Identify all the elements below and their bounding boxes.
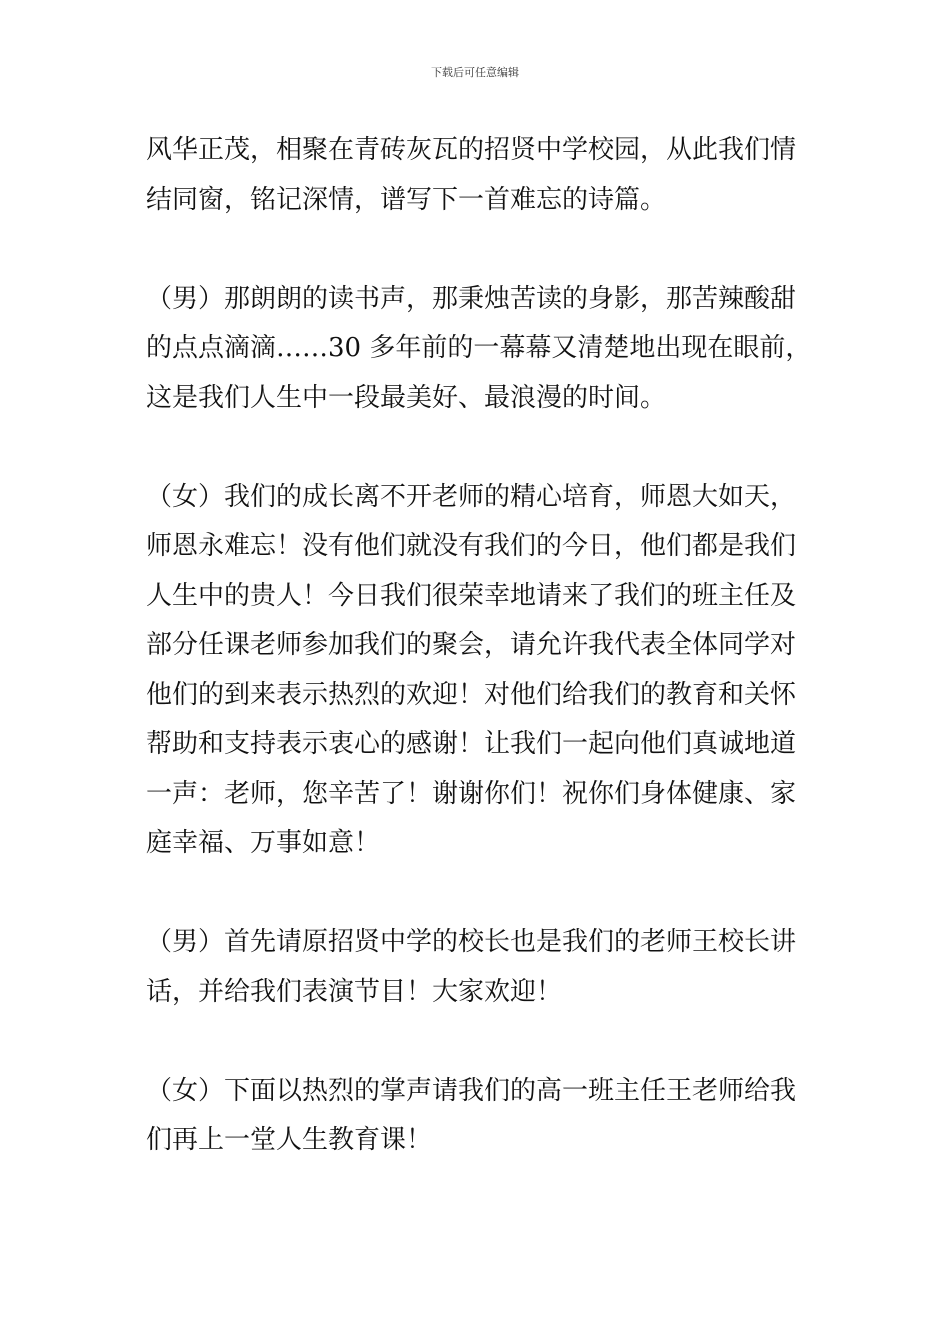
text-line: 话，并给我们表演节目！大家欢迎！	[146, 976, 563, 1007]
text-line: 庭幸福、万事如意！	[146, 828, 381, 858]
text-line: （男）那朗朗的读书声，那秉烛苦读的身影，那苦辣酸甜	[146, 283, 797, 314]
text-line: 部分任课老师参加我们的聚会，请允许我代表全体同学对	[146, 630, 797, 660]
text-line: （男）首先请原招贤中学的校长也是我们的老师王校长讲	[146, 927, 797, 957]
text-line: 师恩永难忘！没有他们就没有我们的今日，他们都是我们	[146, 531, 797, 561]
text-line: 们再上一堂人生教育课！	[146, 1125, 433, 1155]
document-body	[146, 126, 826, 1166]
paragraph-gap	[146, 225, 826, 275]
text-line: 一声：老师，您辛苦了！谢谢你们！祝你们身体健康、家	[146, 778, 797, 809]
paragraph-opening	[146, 126, 826, 225]
text-line: 他们的到来表示热烈的欢迎！对他们给我们的教育和关怀	[146, 679, 797, 710]
paragraph-gap	[146, 869, 826, 919]
paragraph-male-1	[146, 275, 826, 424]
text-line: 结同窗，铭记深情，谱写下一首难忘的诗篇。	[146, 184, 667, 215]
text-line: （女）下面以热烈的掌声请我们的高一班主任王老师给我	[146, 1075, 797, 1106]
text-line: 风华正茂，相聚在青砖灰瓦的招贤中学校园，从此我们情	[146, 135, 797, 165]
paragraph-female-1	[146, 473, 826, 869]
text-line: 人生中的贵人！今日我们很荣幸地请来了我们的班主任及	[146, 580, 797, 611]
text-line: （女）我们的成长离不开老师的精心培育，师恩大如天，	[146, 481, 797, 512]
paragraph-female-2	[146, 1067, 826, 1166]
text-line: 帮助和支持表示衷心的感谢！让我们一起向他们真诚地道	[146, 729, 797, 759]
text-line: 这是我们人生中一段最美好、最浪漫的时间。	[146, 382, 667, 413]
paragraph-male-2	[146, 918, 826, 1017]
paragraph-gap	[146, 423, 826, 473]
paragraph-gap	[146, 1017, 826, 1067]
text-line: 的点点滴滴……30 多年前的一幕幕又清楚地出现在眼前，	[146, 333, 812, 363]
page-header: 下载后可任意编辑	[431, 66, 519, 79]
